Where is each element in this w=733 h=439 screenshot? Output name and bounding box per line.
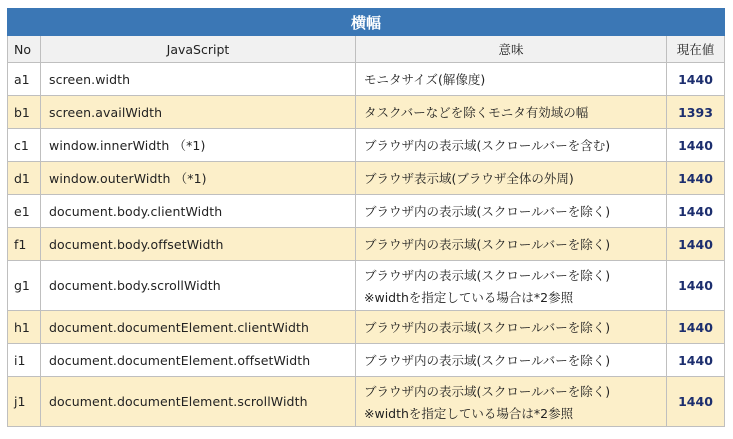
row-value: 1440 (667, 63, 725, 96)
row-javascript: screen.availWidth (41, 96, 356, 129)
row-no: i1 (8, 344, 41, 377)
row-no: a1 (8, 63, 41, 96)
row-value: 1440 (667, 162, 725, 195)
table-row (8, 377, 725, 427)
header-current-value: 現在値 (667, 36, 725, 63)
row-meaning-note: ※widthを指定している場合は*2参照 (364, 289, 574, 305)
row-value: 1440 (667, 311, 725, 344)
table-row (8, 195, 725, 228)
row-no: g1 (8, 261, 41, 311)
row-no: e1 (8, 195, 41, 228)
row-javascript: document.body.offsetWidth (41, 228, 356, 261)
row-no: c1 (8, 129, 41, 162)
row-javascript: document.body.scrollWidth (41, 261, 356, 311)
table-header-row (8, 36, 725, 63)
row-meaning: ブラウザ内の表示域(スクロールバーを除く) (364, 267, 611, 283)
row-no: b1 (8, 96, 41, 129)
row-meaning: ブラウザ内の表示域(スクロールバーを除く) (356, 228, 667, 261)
header-javascript: JavaScript (41, 36, 356, 63)
row-value: 1440 (667, 344, 725, 377)
row-meaning: ブラウザ表示域(ブラウザ全体の外周) (356, 162, 667, 195)
table-title: 横幅 (8, 9, 725, 36)
header-no: No (8, 36, 41, 63)
table-row (8, 228, 725, 261)
row-javascript: document.body.clientWidth (41, 195, 356, 228)
table-row (8, 63, 725, 96)
row-no: f1 (8, 228, 41, 261)
row-value: 1393 (667, 96, 725, 129)
row-meaning: タスクバーなどを除くモニタ有効域の幅 (356, 96, 667, 129)
width-table (7, 8, 725, 427)
row-no: d1 (8, 162, 41, 195)
row-meaning-cell (356, 377, 667, 427)
row-value: 1440 (667, 377, 725, 427)
row-javascript: window.innerWidth （*1) (41, 129, 356, 162)
row-meaning: ブラウザ内の表示域(スクロールバーを除く) (356, 311, 667, 344)
row-meaning: モニタサイズ(解像度) (356, 63, 667, 96)
row-value: 1440 (667, 228, 725, 261)
row-javascript: document.documentElement.clientWidth (41, 311, 356, 344)
table-title-row (8, 9, 725, 36)
row-no: j1 (8, 377, 41, 427)
row-meaning-note: ※widthを指定している場合は*2参照 (364, 405, 574, 421)
row-meaning: ブラウザ内の表示域(スクロールバーを除く) (364, 383, 611, 399)
row-value: 1440 (667, 261, 725, 311)
row-meaning: ブラウザ内の表示域(スクロールバーを含む) (356, 129, 667, 162)
row-meaning: ブラウザ内の表示域(スクロールバーを除く) (356, 344, 667, 377)
row-value: 1440 (667, 195, 725, 228)
table-row (8, 162, 725, 195)
row-javascript: screen.width (41, 63, 356, 96)
row-javascript: document.documentElement.offsetWidth (41, 344, 356, 377)
row-meaning: ブラウザ内の表示域(スクロールバーを除く) (356, 195, 667, 228)
row-meaning-cell (356, 261, 667, 311)
table-row (8, 96, 725, 129)
table-row (8, 129, 725, 162)
table-row (8, 344, 725, 377)
row-no: h1 (8, 311, 41, 344)
row-value: 1440 (667, 129, 725, 162)
table-row (8, 311, 725, 344)
row-javascript: window.outerWidth （*1) (41, 162, 356, 195)
header-meaning: 意味 (356, 36, 667, 63)
row-javascript: document.documentElement.scrollWidth (41, 377, 356, 427)
table-row (8, 261, 725, 311)
